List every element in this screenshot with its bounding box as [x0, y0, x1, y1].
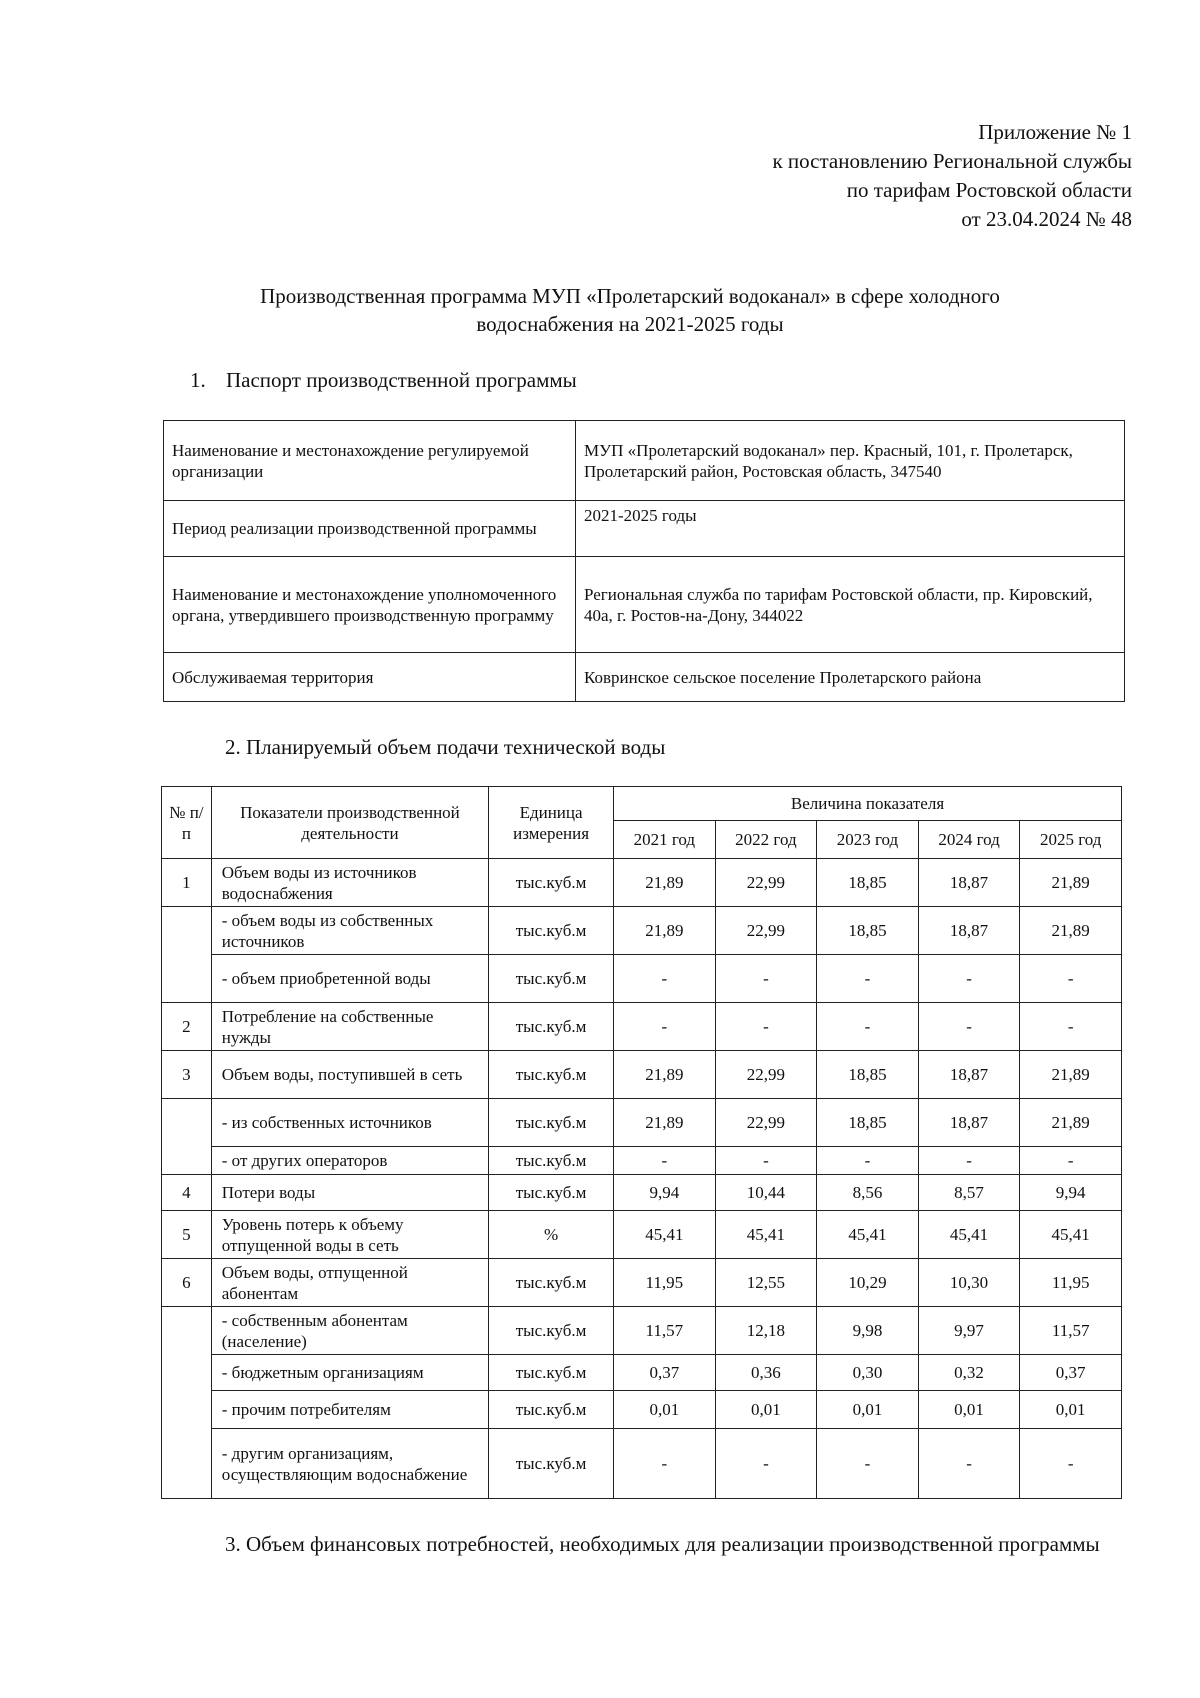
header-year: 2021 год	[614, 821, 716, 859]
row-number: 3	[162, 1051, 212, 1099]
value-cell: -	[715, 1147, 817, 1175]
indicator-name: Объем воды, поступившей в сеть	[211, 1051, 488, 1099]
table-row	[162, 955, 1122, 1003]
section-number: 1.	[190, 368, 206, 392]
value-cell: 22,99	[715, 1051, 817, 1099]
value-cell: 0,32	[918, 1355, 1020, 1391]
value-cell: -	[817, 955, 919, 1003]
unit-cell: тыс.куб.м	[489, 1429, 614, 1499]
value-cell: 22,99	[715, 859, 817, 907]
row-number: 1	[162, 859, 212, 907]
indicator-name: Объем воды, отпущенной абонентам	[211, 1259, 488, 1307]
unit-cell: тыс.куб.м	[489, 1051, 614, 1099]
indicator-name: - из собственных источников	[211, 1099, 488, 1147]
passport-key: Наименование и местонахождение уполномоченного органа, утвердившего производственную программу	[164, 557, 576, 653]
passport-key: Период реализации производственной программы	[164, 501, 576, 557]
value-cell: -	[614, 1429, 716, 1499]
section-3-heading: 3. Объем финансовых потребностей, необходимых для реализации производственной программы	[225, 1532, 1100, 1556]
unit-cell: тыс.куб.м	[489, 859, 614, 907]
passport-value: Региональная служба по тарифам Ростовской области, пр. Кировский, 40а, г. Ростов-на-Дону, 344022	[576, 557, 1125, 653]
value-cell: 0,37	[614, 1355, 716, 1391]
table-row	[164, 653, 1125, 702]
header-number: № п/п	[162, 787, 212, 859]
passport-key: Обслуживаемая территория	[164, 653, 576, 702]
table-row	[162, 1099, 1122, 1147]
table-row	[162, 1175, 1122, 1211]
value-cell: 0,30	[817, 1355, 919, 1391]
value-cell: 0,01	[817, 1391, 919, 1429]
indicator-name: Объем воды из источников водоснабжения	[211, 859, 488, 907]
table-row	[162, 1307, 1122, 1355]
document-title	[170, 282, 1090, 338]
value-cell: -	[614, 1147, 716, 1175]
appendix-line: к постановлению Региональной службы	[772, 149, 1132, 173]
value-cell: 0,01	[1020, 1391, 1122, 1429]
value-cell: 9,97	[918, 1307, 1020, 1355]
table-row	[162, 1259, 1122, 1307]
value-cell: 11,95	[614, 1259, 716, 1307]
table-row	[164, 421, 1125, 501]
value-cell: -	[715, 1429, 817, 1499]
value-cell: 22,99	[715, 907, 817, 955]
value-cell: 0,37	[1020, 1355, 1122, 1391]
section-1-heading	[190, 366, 577, 394]
header-value-group: Величина показателя	[614, 787, 1122, 821]
value-cell: -	[918, 1147, 1020, 1175]
passport-value: МУП «Пролетарский водоканал» пер. Красный, 101, г. Пролетарск, Пролетарский район, Ростовская область, 347540	[576, 421, 1125, 501]
value-cell: -	[918, 1003, 1020, 1051]
header-year: 2025 год	[1020, 821, 1122, 859]
title-line: Производственная программа МУП «Пролетарский водоканал» в сфере холодного	[260, 284, 1000, 308]
value-cell: 21,89	[1020, 859, 1122, 907]
value-cell: -	[1020, 1429, 1122, 1499]
table-row	[162, 907, 1122, 955]
value-cell: 10,30	[918, 1259, 1020, 1307]
header-year: 2022 год	[715, 821, 817, 859]
value-cell: 21,89	[614, 1051, 716, 1099]
value-cell: 0,36	[715, 1355, 817, 1391]
row-number: 2	[162, 1003, 212, 1051]
indicator-name: - от других операторов	[211, 1147, 488, 1175]
value-cell: 11,95	[1020, 1259, 1122, 1307]
value-cell: 21,89	[1020, 1099, 1122, 1147]
appendix-line: Приложение № 1	[978, 120, 1132, 144]
value-cell: 22,99	[715, 1099, 817, 1147]
passport-table	[163, 420, 1125, 702]
value-cell: -	[918, 955, 1020, 1003]
value-cell: 21,89	[614, 907, 716, 955]
table-row	[162, 1429, 1122, 1499]
indicator-name: - другим организациям, осуществляющим водоснабжение	[211, 1429, 488, 1499]
value-cell: 45,41	[817, 1211, 919, 1259]
unit-cell: тыс.куб.м	[489, 1391, 614, 1429]
appendix-line: от 23.04.2024 № 48	[961, 207, 1132, 231]
value-cell: -	[614, 1003, 716, 1051]
indicator-name: - объем приобретенной воды	[211, 955, 488, 1003]
value-cell: 18,85	[817, 1099, 919, 1147]
table-row	[164, 501, 1125, 557]
value-cell: 18,87	[918, 907, 1020, 955]
unit-cell: тыс.куб.м	[489, 1175, 614, 1211]
passport-key: Наименование и местонахождение регулируемой организации	[164, 421, 576, 501]
unit-cell: тыс.куб.м	[489, 1355, 614, 1391]
header-indicator: Показатели производственной деятельности	[211, 787, 488, 859]
row-number: 6	[162, 1259, 212, 1307]
passport-value: Ковринское сельское поселение Пролетарского района	[576, 653, 1125, 702]
value-cell: 9,98	[817, 1307, 919, 1355]
value-cell: 21,89	[614, 859, 716, 907]
value-cell: -	[715, 1003, 817, 1051]
water-volume-table	[161, 786, 1122, 1499]
unit-cell: %	[489, 1211, 614, 1259]
indicator-name: Потребление на собственные нужды	[211, 1003, 488, 1051]
value-cell: -	[614, 955, 716, 1003]
table-body	[162, 859, 1122, 1499]
value-cell: -	[1020, 1003, 1122, 1051]
appendix-line: по тарифам Ростовской области	[846, 178, 1132, 202]
table-row	[162, 1355, 1122, 1391]
value-cell: 8,56	[817, 1175, 919, 1211]
value-cell: 9,94	[1020, 1175, 1122, 1211]
value-cell: -	[817, 1003, 919, 1051]
indicator-name: - собственным абонентам (население)	[211, 1307, 488, 1355]
table-row	[162, 1391, 1122, 1429]
row-number	[162, 1307, 212, 1499]
unit-cell: тыс.куб.м	[489, 907, 614, 955]
value-cell: 18,85	[817, 1051, 919, 1099]
section-2-heading: 2. Планируемый объем подачи технической воды	[225, 735, 666, 759]
value-cell: 11,57	[1020, 1307, 1122, 1355]
header-year: 2023 год	[817, 821, 919, 859]
appendix-header	[772, 118, 1132, 234]
value-cell: 0,01	[715, 1391, 817, 1429]
value-cell: 0,01	[614, 1391, 716, 1429]
table-row	[162, 1051, 1122, 1099]
value-cell: 8,57	[918, 1175, 1020, 1211]
value-cell: 18,87	[918, 1051, 1020, 1099]
value-cell: -	[1020, 1147, 1122, 1175]
value-cell: -	[817, 1429, 919, 1499]
value-cell: 0,01	[918, 1391, 1020, 1429]
value-cell: -	[817, 1147, 919, 1175]
value-cell: 10,29	[817, 1259, 919, 1307]
indicator-name: Уровень потерь к объему отпущенной воды в сеть	[211, 1211, 488, 1259]
row-number: 5	[162, 1211, 212, 1259]
unit-cell: тыс.куб.м	[489, 1259, 614, 1307]
unit-cell: тыс.куб.м	[489, 1003, 614, 1051]
indicator-name: Потери воды	[211, 1175, 488, 1211]
value-cell: 45,41	[715, 1211, 817, 1259]
value-cell: -	[715, 955, 817, 1003]
value-cell: 21,89	[1020, 1051, 1122, 1099]
table-row	[162, 1147, 1122, 1175]
unit-cell: тыс.куб.м	[489, 955, 614, 1003]
header-row	[162, 787, 1122, 821]
section-title: Паспорт производственной программы	[226, 368, 577, 392]
row-number	[162, 907, 212, 1003]
value-cell: -	[918, 1429, 1020, 1499]
table-row	[164, 557, 1125, 653]
indicator-name: - объем воды из собственных источников	[211, 907, 488, 955]
title-line: водоснабжения на 2021-2025 годы	[476, 312, 784, 336]
value-cell: 18,85	[817, 859, 919, 907]
value-cell: 10,44	[715, 1175, 817, 1211]
indicator-name: - бюджетным организациям	[211, 1355, 488, 1391]
header-year: 2024 год	[918, 821, 1020, 859]
value-cell: 18,87	[918, 859, 1020, 907]
value-cell: 11,57	[614, 1307, 716, 1355]
value-cell: 45,41	[918, 1211, 1020, 1259]
value-cell: -	[1020, 955, 1122, 1003]
value-cell: 18,87	[918, 1099, 1020, 1147]
header-unit: Единица измерения	[489, 787, 614, 859]
value-cell: 21,89	[614, 1099, 716, 1147]
row-number	[162, 1099, 212, 1175]
unit-cell: тыс.куб.м	[489, 1099, 614, 1147]
unit-cell: тыс.куб.м	[489, 1307, 614, 1355]
passport-value: 2021-2025 годы	[576, 501, 1125, 557]
value-cell: 12,55	[715, 1259, 817, 1307]
row-number: 4	[162, 1175, 212, 1211]
value-cell: 45,41	[614, 1211, 716, 1259]
value-cell: 18,85	[817, 907, 919, 955]
value-cell: 45,41	[1020, 1211, 1122, 1259]
value-cell: 9,94	[614, 1175, 716, 1211]
table-row	[162, 859, 1122, 907]
value-cell: 12,18	[715, 1307, 817, 1355]
value-cell: 21,89	[1020, 907, 1122, 955]
table-row	[162, 1003, 1122, 1051]
indicator-name: - прочим потребителям	[211, 1391, 488, 1429]
table-row	[162, 1211, 1122, 1259]
unit-cell: тыс.куб.м	[489, 1147, 614, 1175]
